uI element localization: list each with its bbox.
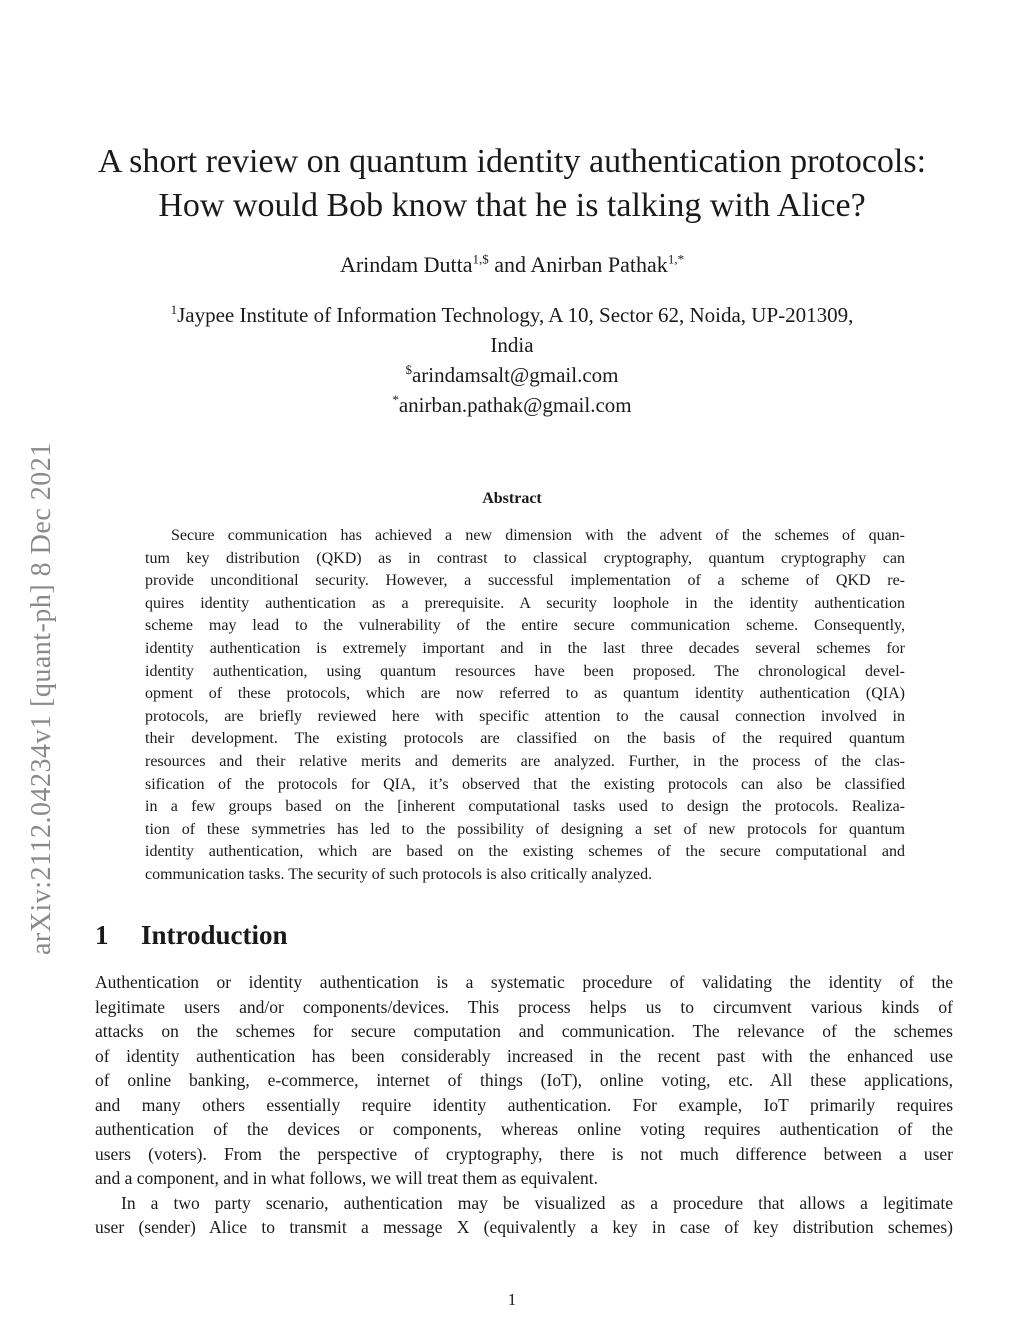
email-marker: $ (405, 362, 412, 377)
abstract-line: communication tasks. The security of such protocols is also critically analyzed. (145, 865, 653, 883)
section-number: 1 (95, 920, 109, 950)
author-name: Anirban Pathak (530, 252, 668, 277)
body-line: user (sender) Alice to transmit a message X (equivalently a key in case of key distribution schemes) (95, 1217, 953, 1237)
title-line-1: A short review on quantum identity authentication protocols: (97, 143, 927, 180)
author-conjunction: and (488, 252, 531, 277)
author-affiliation-marker: 1,$ (472, 251, 489, 267)
abstract-line: protocols, are briefly reviewed here with specific attention to the causal connection involved in (145, 707, 905, 725)
abstract-line: provide unconditional security. However, a successful implementation of a scheme of QKD re- (145, 572, 905, 590)
title-line-2: How would Bob know that he is talking with Alice? (158, 187, 866, 224)
abstract-heading: Abstract (482, 490, 542, 507)
abstract-line: tion of these symmetries has led to the possibility of designing a set of new protocols for quantum (145, 820, 905, 838)
introduction-body (95, 970, 953, 1240)
arxiv-side-stamp: arXiv:2112.04234v1 [quant-ph] 8 Dec 2021 (26, 442, 57, 955)
section-heading (95, 920, 288, 951)
body-line: and a component, and in what follows, we will treat them as equivalent. (95, 1168, 598, 1188)
abstract-line: in a few groups based on the [inherent computational tasks used to design the protocols. Realiza- (145, 798, 905, 816)
affiliation-block (100, 300, 924, 420)
author-email: arindamsalt@gmail.com (411, 363, 619, 387)
page-number: 1 (507, 1290, 517, 1309)
body-line: of identity authentication has been considerably increased in the recent past with the enhanced use (95, 1045, 953, 1066)
body-line: In a two party scenario, authentication may be visualized as a procedure that allows a legitimate (121, 1192, 953, 1213)
body-line: users (voters). From the perspective of cryptography, there is not much difference between a user (95, 1143, 953, 1164)
body-line: of online banking, e-commerce, internet of things (IoT), online voting, etc. All these applications, (95, 1070, 953, 1090)
affiliation-line-2: India (490, 333, 534, 357)
author-email: anirban.pathak@gmail.com (398, 393, 632, 417)
abstract-line: identity authentication, which are based on the existing schemes of the secure computational and (145, 843, 905, 861)
body-line: and many others essentially require identity authentication. For example, IoT primarily requires (95, 1094, 953, 1115)
affiliation-line-1: Jaypee Institute of Information Technology, A 10, Sector 62, Noida, UP-201309, (177, 303, 854, 327)
abstract-line: opment of these protocols, which are now referred to as quantum identity authentication (QIA) (145, 685, 905, 703)
body-line: Authentication or identity authentication is a systematic procedure of validating the identity of the (95, 972, 953, 992)
abstract-body (145, 525, 905, 887)
author-list (60, 250, 964, 280)
abstract-line: identity authentication is extremely important and in the last three decades several schemes for (145, 639, 905, 657)
section-title: Introduction (141, 920, 288, 950)
body-line: attacks on the schemes for secure computation and communication. The relevance of the schemes (95, 1021, 953, 1041)
affiliation-marker: 1 (170, 302, 178, 317)
author-name: Arindam Dutta (339, 252, 473, 277)
abstract-line: their development. The existing protocols are classified on the basis of the required quantum (145, 730, 905, 748)
author-affiliation-marker: 1,* (667, 251, 685, 267)
email-marker: * (392, 392, 399, 407)
paper-title (60, 140, 964, 228)
abstract-line: resources and their relative merits and demerits are analyzed. Further, in the process of the clas- (145, 752, 905, 770)
abstract-line: identity authentication, using quantum resources have been proposed. The chronological devel- (145, 662, 905, 680)
abstract-line: quires identity authentication as a prerequisite. A security loophole in the identity authentication (145, 594, 905, 612)
abstract-line: tum key distribution (QKD) as in contrast to classical cryptography, quantum cryptography can (145, 549, 905, 567)
abstract-line: scheme may lead to the vulnerability of the entire secure communication scheme. Consequently, (145, 617, 905, 635)
body-line: authentication of the devices or components, whereas online voting requires authentication of the (95, 1119, 953, 1139)
abstract-line: Secure communication has achieved a new dimension with the advent of the schemes of quan- (171, 527, 905, 544)
body-line: legitimate users and/or components/devices. This process helps us to circumvent various kinds of (95, 996, 953, 1017)
abstract-line: sification of the protocols for QIA, it’s observed that the existing protocols can also be classified (145, 775, 905, 793)
